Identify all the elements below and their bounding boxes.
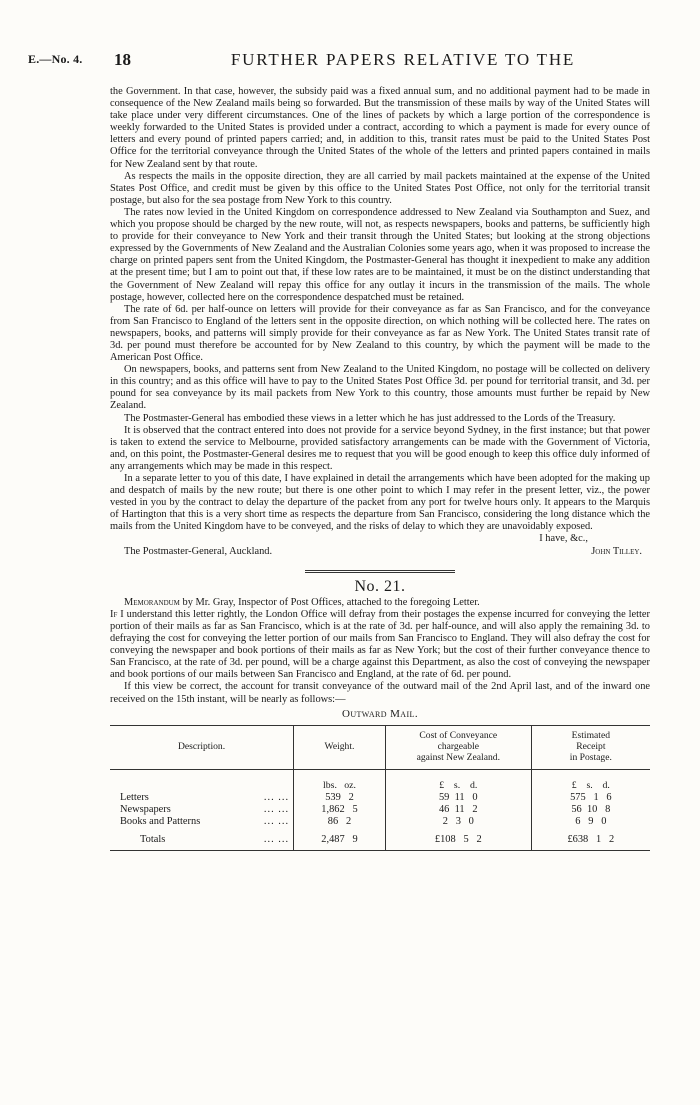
table-header-row: [110, 725, 650, 769]
letter-closing: I have, &c.,: [539, 533, 588, 545]
letter-paragraph: the Government. In that case, however, the subsidy paid was a fixed annual sum, and no additional payment had to be made in consequence of the New Zealand mails being so forwarded. But the transmission of these mails by way of the United States will take place under very different circumstances. One of the lines of packets by which a large portion of the correspondence is weekly forwarded to the United States is provided under a contract, according to which a payment is made for every ounce of letters and every pound of printed papers carried; and, in addition to this, transit rates must be paid to the United States Post Office for the territorial conveyance through the United States of the whole of the letters and printed papers contained in mails for New Zealand sent by that route.: [110, 86, 650, 170]
letter-signature: John Tilley.: [591, 545, 642, 557]
signature-row: [110, 546, 650, 558]
memo-heading: [110, 597, 650, 609]
closing-row: [110, 533, 650, 545]
total-receipt: £638 1 2: [531, 828, 650, 851]
document-page: [28, 52, 658, 72]
row-cost: 2 3 0: [385, 816, 531, 828]
header-cost: Cost of Conveyance chargeable against New Zealand.: [385, 725, 531, 769]
letter-addressee: The Postmaster-General, Auckland.: [124, 545, 273, 557]
header-weight: Weight.: [294, 725, 386, 769]
row-description: Newspapers: [120, 803, 171, 815]
table-row: [110, 804, 650, 816]
page-number: 18: [114, 50, 131, 69]
page-header: [28, 52, 658, 72]
table-row: [110, 816, 650, 828]
leader-dots: ... ...: [263, 791, 290, 803]
memo-lead-word: If: [110, 608, 118, 620]
row-description: Letters: [120, 791, 149, 803]
row-receipt: 6 9 0: [531, 816, 650, 828]
letter-paragraph: The Postmaster-General has embodied these views in a letter which he has just addressed to the Lords of the Treasury.: [124, 412, 616, 424]
row-receipt: 56 10 8: [531, 804, 650, 816]
paper-reference: E.—No. 4.: [28, 52, 83, 66]
leader-dots: ... ...: [263, 833, 290, 845]
row-weight: 539 2: [294, 792, 386, 804]
running-title: FURTHER PAPERS RELATIVE TO THE: [230, 50, 576, 69]
unit-cost: £ s. d.: [385, 769, 531, 792]
memo-label: Memorandum: [124, 596, 180, 608]
unit-weight: lbs. oz.: [294, 769, 386, 792]
document-number: No. 21.: [354, 577, 406, 595]
letter-paragraph: On newspapers, books, and patterns sent from New Zealand to the United Kingdom, no postage will be collected on delivery in this country; and as this office will have to pay to the United States Post Office 3d. per pound for territorial transit, and 3d. per pound for sea conveyance by its mail packets from New York to this country, those amounts must further be repaid by New Zealand.: [110, 364, 650, 412]
table-title: Outward Mail.: [342, 707, 418, 720]
header-receipt: Estimated Receipt in Postage.: [531, 725, 650, 769]
row-description: Books and Patterns: [120, 815, 201, 827]
table-row: [110, 792, 650, 804]
total-cost: £108 5 2: [385, 828, 531, 851]
letter-paragraph: The rates now levied in the United Kingdom on correspondence addressed to New Zealand via Southampton and Suez, and which you propose should be charged by the new route, will not, as respects newspapers, books and patterns, be sufficiently high to provide for their conveyance to New York and their transit through the United States; but looking at the strong objections expressed by the Governments of New Zealand and the Australian Colonies some years ago, when it was proposed to increase the charge on printed papers sent from the United Kingdom, the Postmaster-General has thought it inexpedient to make any addition at the present time; but I am to point out that, if these low rates are to be maintained, it must be on the distinct understanding that the Government of New Zealand will repay this office for any outlay it incurs in the transmission of the mails. The whole postage, however, collected here on the correspondence despatched must be retained.: [110, 206, 650, 303]
letter-paragraph: In a separate letter to you of this date, I have explained in detail the arrangements which have been adopted for the making up and despatch of mails by the new route; but there is one other point to which I may refer in the present letter, viz., the power vested in you by the contract to delay the departure of the packet from any port for twelve hours only. It appears to the Marquis of Hartington that this is a very short time as respects the departure from San Francisco, considering the long distance which the mails from the United Kingdom have to be conveyed, and the risks of delay to which they are unavoidably exposed.: [110, 473, 650, 533]
memo-paragraph-text: I understand this letter rightly, the London Office will defray from their postages the expense incurred for conveying the letter portion of their mails as far as San Francisco, which is at the rate of 3d. per half-ounce, and will also apply the remaining 3d. to defraying the cost for conveying the letter portion of our mails from San Francisco to England. They will also defray the cost for conveying the newspaper and book portions of their mails as far as New York; but the cost of their further conveyance thence to San Francisco, at the rate of 3d. per pound, will be a charge against this Department, as also the cost of conveying the newspaper and book portions of our mails between San Francisco and England, at the rate of 6d. per pound.: [110, 608, 650, 681]
letter-paragraph: As respects the mails in the opposite direction, they are all carried by mail packets maintained at the expense of the United States Post Office, and credit must be given by this office to the United States Post Office, not only for the territorial transit postage, but also for the sea postage from New York to this country.: [110, 170, 650, 206]
row-weight: 86 2: [294, 816, 386, 828]
units-row: [110, 769, 650, 792]
header-description: Description.: [110, 725, 294, 769]
row-receipt: 575 1 6: [531, 792, 650, 804]
letter-paragraph: It is observed that the contract entered into does not provide for a service beyond Sydney, in the first instance; but that power is taken to extend the service to Melbourne, provided satisfactory arrangements can be made with the Government of Victoria, and, on this point, the Postmaster-General desires me to request that you will be good enough to keep this office duly informed of any arrangements which may be made in this respect.: [110, 424, 650, 472]
memo-paragraph: [110, 609, 650, 682]
outward-mail-table: [110, 725, 650, 851]
leader-dots: ... ...: [263, 815, 290, 827]
letter-paragraph: The rate of 6d. per half-ounce on letters will provide for their conveyance as far as San Francisco, and for the conveyance from San Francisco to England of the letters sent in the opposite direction, on which nothing will be collected here. The rates on newspapers, books, and patterns will simply provide for their conveyance as far as New York. The United States transit rate of 3d. per pound must therefore be accounted for by New Zealand to this country, by which the payment will be made to the American Post Office.: [110, 303, 650, 364]
memo-paragraph: If this view be correct, the account for transit conveyance of the outward mail of the 2nd April last, and of the inward one received on the 15th instant, will be nearly as follows:—: [110, 681, 650, 705]
row-cost: 46 11 2: [385, 804, 531, 816]
section-divider: [305, 570, 455, 573]
row-weight: 1,862 5: [294, 804, 386, 816]
totals-label: Totals: [140, 833, 166, 845]
unit-receipt: £ s. d.: [531, 769, 650, 792]
page-body: [110, 86, 650, 851]
memo-heading-text: by Mr. Gray, Inspector of Post Offices, attached to the foregoing Letter.: [182, 596, 480, 608]
totals-row: [110, 828, 650, 851]
leader-dots: ... ...: [263, 803, 290, 815]
total-weight: 2,487 9: [294, 828, 386, 851]
row-cost: 59 11 0: [385, 792, 531, 804]
